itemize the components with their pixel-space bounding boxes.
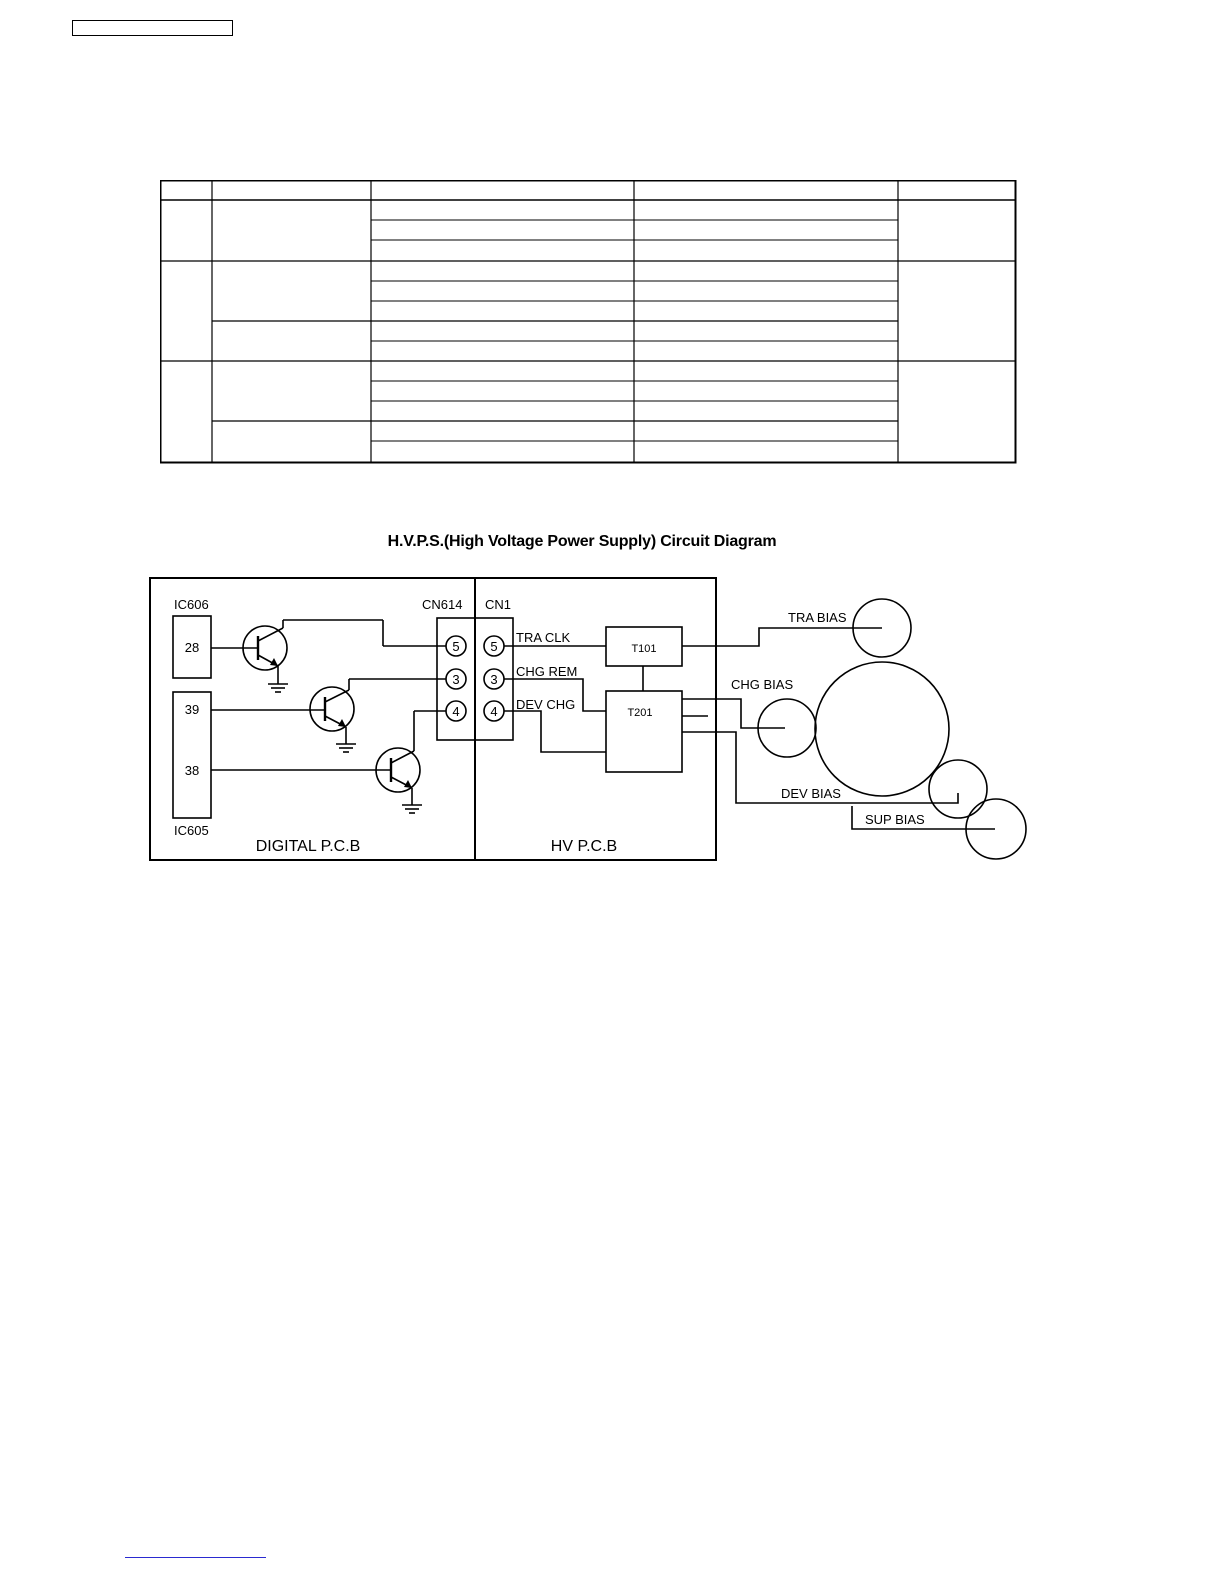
diagram-title: H.V.P.S.(High Voltage Power Supply) Circuit Diagram: [387, 533, 777, 550]
svg-text:3: 3: [490, 672, 498, 687]
svg-text:3: 3: [452, 672, 460, 687]
footer-link-underline[interactable]: [125, 1557, 266, 1558]
chg-bias-label: CHG BIAS: [731, 677, 794, 692]
sup-bias-label: SUP BIAS: [865, 812, 925, 827]
ic605-pin-39: 39: [184, 702, 200, 717]
ic605-label: IC605: [174, 823, 209, 838]
ic605-pin-38: 38: [184, 763, 200, 778]
pcb-frame: [150, 578, 716, 860]
svg-text:4: 4: [452, 704, 460, 719]
cn1-label: CN1: [485, 597, 512, 612]
svg-text:4: 4: [490, 704, 498, 719]
ic606-pin-28: 28: [184, 640, 200, 655]
transistor-q3: [211, 711, 446, 813]
t201-label: T201: [627, 707, 653, 719]
drum: [815, 662, 949, 796]
t201-box: [606, 691, 682, 772]
developer-roller: [929, 760, 987, 818]
signal-tra-clk: TRA CLK: [516, 630, 571, 645]
svg-text:5: 5: [452, 639, 460, 654]
signal-dev-chg: DEV CHG: [516, 697, 576, 712]
cn614-label: CN614: [422, 597, 463, 612]
transistor-q1: [211, 620, 446, 692]
svg-text:5: 5: [490, 639, 498, 654]
signal-chg-rem: CHG REM: [516, 664, 578, 679]
tra-bias-label: TRA BIAS: [788, 610, 847, 625]
ic606-label: IC606: [174, 597, 209, 612]
digital-pcb-label: DIGITAL P.C.B: [255, 838, 361, 855]
dev-bias-label: DEV BIAS: [781, 786, 841, 801]
t101-label: T101: [631, 643, 657, 655]
transistor-q2: [211, 679, 446, 752]
hv-pcb-label: HV P.C.B: [550, 838, 618, 855]
